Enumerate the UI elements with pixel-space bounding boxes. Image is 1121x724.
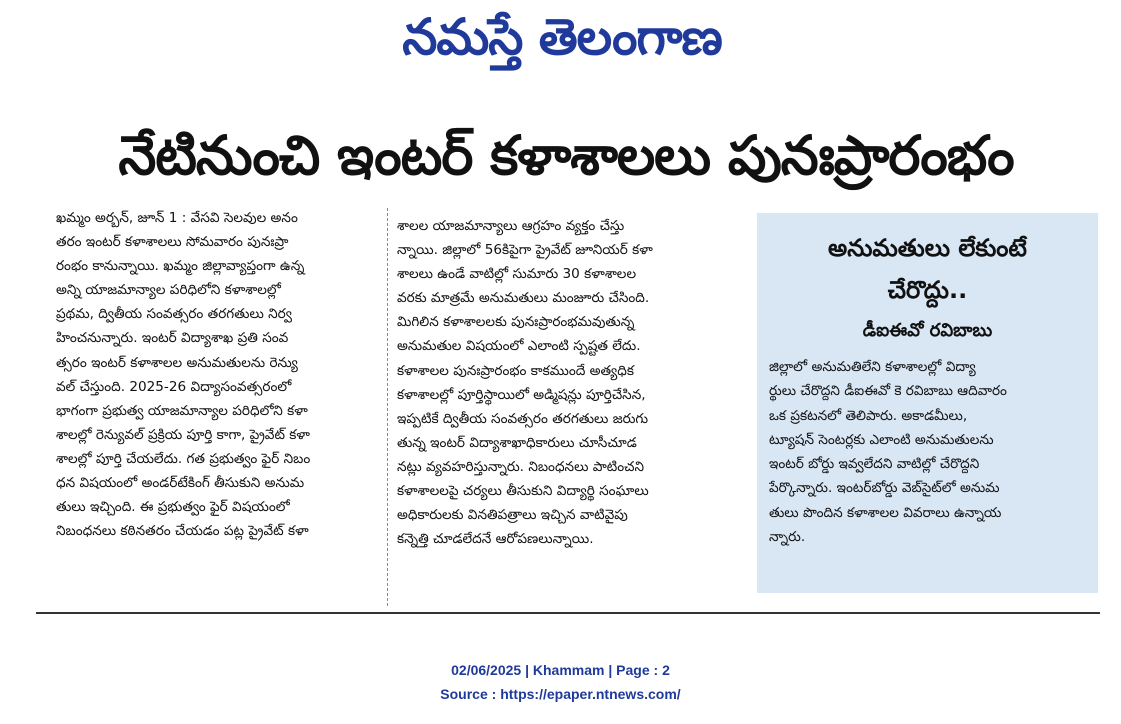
sidebar-line: తులు పొందిన కళాశాలల వివరాలు ఉన్నాయ: [769, 504, 1002, 521]
sidebar-line: పేర్కొన్నారు. ఇంటర్‌బోర్డు వెబ్‌సైట్‌లో అనుమ: [769, 480, 1000, 497]
column-line: శాలల్లో రెన్యువల్ ప్రక్రియ పూర్తి కాగా, ప్రైవేట్ కళా: [56, 426, 310, 443]
column-line: నిబంధనలు కఠినతరం చేయడం పట్ల ప్రైవేట్ కళా: [56, 523, 309, 540]
article-column-1: [56, 206, 386, 543]
column-line: తున్న ఇంటర్ విద్యాశాఖాధికారులు చూసీచూడ: [397, 434, 637, 451]
column-line: అధికారులకు వినతిపత్రాలు ఇచ్చిన వాటివైపు: [397, 507, 628, 524]
sidebar-line: ట్యూషన్ సెంటర్లకు ఎలాంటి అనుమతులను: [769, 431, 994, 448]
sidebar-line: ఒక ప్రకటనలో తెలిపారు. అకాడమీలు,: [769, 407, 968, 424]
column-line: అనుమతుల విషయంలో ఎలాంటి స్పష్టత లేదు.: [397, 338, 641, 355]
footer-date-page: 02/06/2025 | Khammam | Page : 2: [451, 662, 670, 678]
column-line: నట్లు వ్యవహరిస్తున్నారు. నిబంధనలు పాటించని: [397, 458, 645, 475]
sidebar-line: ఇంటర్ బోర్డు ఇవ్వలేదని వాటిల్లో చేరొద్దని: [769, 456, 980, 473]
sidebar-line: జిల్లాలో అనుమతిలేని కళాశాలల్లో విద్యా: [769, 359, 976, 375]
sidebar-heading-line2: చేరొద్దు..: [887, 276, 968, 304]
footer-rule: [36, 612, 1100, 614]
masthead-logo: నమస్తే తెలంగాణ: [402, 8, 722, 66]
column-line: న్నాయి. జిల్లాలో 56కిపైగా ప్రైవేట్ జూనియర్ కళా: [397, 242, 653, 259]
column-line: శాలల్లో పూర్తి చేయలేదు. గత ప్రభుత్వం ఫైర్ నిబం: [56, 450, 311, 467]
column-line: కళాశాలలపై చర్యలు తీసుకుని విద్యార్థి సంఘాలు: [397, 483, 649, 500]
sidebar-byline: డీఐఈవో రవిబాబు: [862, 320, 993, 341]
column-line: కన్నెత్తి చూడలేదనే ఆరోపణలున్నాయి.: [397, 531, 594, 548]
column-line: ధన విషయంలో అండర్‌టేకింగ్ తీసుకుని అనుమ: [56, 475, 305, 492]
column-line: హించనున్నారు. ఇంటర్ విద్యాశాఖ ప్రతి సంవ: [56, 330, 289, 347]
footer-source-link[interactable]: Source : https://epaper.ntnews.com/: [440, 686, 681, 702]
column-line: వరకు మాత్రమే అనుమతులు మంజూరు చేసింది.: [397, 290, 650, 307]
sidebar-box: [757, 213, 1098, 593]
column-line: కళాశాలల పునఃప్రారంభం కాకముందే అత్యధిక: [397, 362, 634, 379]
column-line: ఖమ్మం అర్బన్, జూన్ 1 : వేసవి సెలవుల అనం: [56, 210, 298, 226]
column-line: ప్రథమ, ద్వితీయ సంవత్సరం తరగతులు నిర్వ: [56, 306, 292, 323]
sidebar-heading-line1: అనుమతులు లేకుంటే: [828, 234, 1027, 262]
column-divider: [387, 208, 388, 606]
column-line: తులు ఇచ్చింది. ఈ ప్రభుత్వం ఫైర్ విషయంలో: [56, 499, 290, 516]
column-line: అన్ని యాజమాన్యాల పరిధిలోని కళాశాలల్లో: [56, 282, 281, 299]
column-line: కళాశాలల్లో పూర్తిస్థాయిలో అడ్మిషన్లు పూర్తిచేసిన,: [397, 386, 646, 403]
column-line: తరం ఇంటర్ కళాశాలలు సోమవారం పునఃప్రా: [56, 234, 289, 251]
column-line: శాలలు ఉండే వాటిల్లో సుమారు 30 కళాశాలల: [397, 266, 637, 283]
article-headline: నేటినుంచి ఇంటర్ కళాశాలలు పునఃప్రారంభం: [118, 124, 1014, 187]
column-line: శాలల యాజమాన్యాలు ఆగ్రహం వ్యక్తం చేస్తు: [397, 218, 625, 234]
column-line: వల్ చేస్తుంది. 2025-26 విద్యాసంవత్సరంలో: [56, 378, 292, 395]
sidebar-body: [769, 355, 1087, 549]
column-line: రంభం కానున్నాయి. ఖమ్మం జిల్లావ్యాప్తంగా ఉన్న: [56, 258, 305, 275]
sidebar-line: ర్థులు చేరొద్దని డీఐఈవో కె రవిబాబు ఆదివారం: [769, 383, 1007, 400]
column-line: ఇప్పటికే ద్వితీయ సంవత్సరం తరగతులు జరుగు: [397, 410, 649, 427]
sidebar-line: న్నారు.: [769, 529, 806, 546]
column-line: త్సరం ఇంటర్ కళాశాలల అనుమతులను రెన్యు: [56, 354, 298, 371]
article-column-2: [397, 214, 743, 551]
column-line: భాగంగా ప్రభుత్వ యాజమాన్యాల పరిధిలోని కళా: [56, 402, 308, 419]
column-line: మిగిలిన కళాశాలలకు పునఃప్రారంభమవుతున్న: [397, 314, 635, 331]
